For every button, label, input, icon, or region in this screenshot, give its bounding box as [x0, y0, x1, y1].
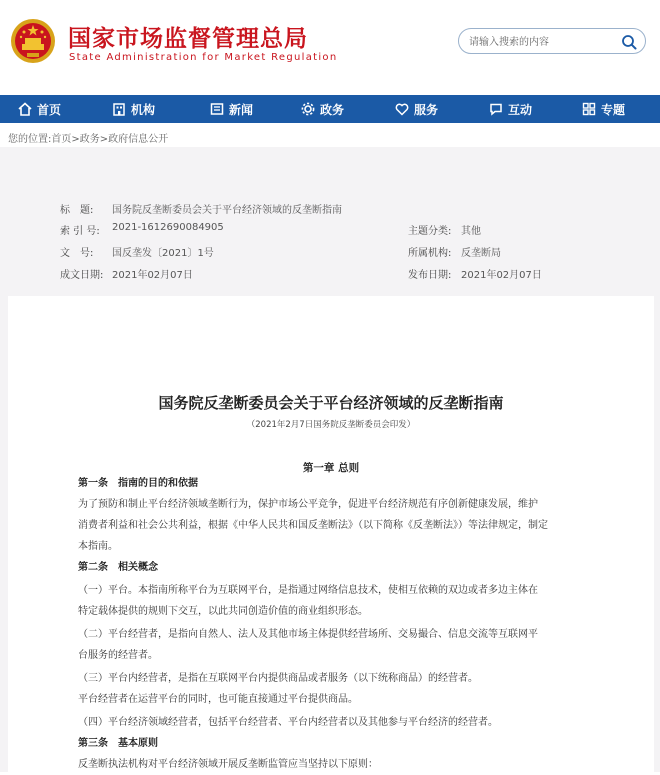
- nav-item-label: 新闻: [229, 102, 254, 117]
- info-row-dates: [60, 266, 620, 282]
- nav-item-label: 互动: [508, 102, 533, 117]
- info-label: 发布日期:: [408, 270, 452, 281]
- info-label: 主题分类:: [408, 226, 452, 237]
- breadcrumb-item-disclosure[interactable]: 政府信息公开: [108, 134, 169, 145]
- search-input[interactable]: [469, 33, 619, 51]
- article-paragraph: （三）平台内经营者，是指在互联网平台内提供商品或者服务（以下统称商品）的经营者。: [78, 673, 478, 684]
- nav-item-topics[interactable]: [582, 95, 625, 123]
- building-icon: [112, 102, 126, 116]
- nav-item-services[interactable]: [395, 95, 438, 123]
- site-subtitle: State Administration for Market Regulation: [69, 52, 338, 63]
- article-body: [8, 296, 654, 772]
- info-label: 所属机构:: [408, 248, 452, 259]
- article-paragraph: （一）平台。本指南所称平台为互联网平台，是指通过网络信息技术，使相互依赖的双边或者多边主体在: [78, 585, 538, 596]
- nav-item-government-affairs[interactable]: [301, 95, 344, 123]
- article-section-heading: 第二条 相关概念: [78, 562, 158, 573]
- home-icon: [18, 102, 32, 116]
- chapter-heading: 第一章 总则: [302, 462, 360, 474]
- breadcrumb-separator: >: [71, 134, 80, 145]
- info-label: 标 题:: [60, 205, 94, 216]
- site-header: [0, 0, 660, 95]
- info-value: 2021年02月07日: [112, 270, 193, 281]
- main-nav: [0, 95, 660, 123]
- breadcrumb-separator: >: [99, 134, 109, 145]
- info-label: 索 引 号:: [60, 226, 100, 237]
- nav-item-label: 首页: [37, 102, 62, 117]
- national-emblem-icon[interactable]: [10, 18, 56, 64]
- breadcrumb-item-affairs[interactable]: 政务: [79, 134, 100, 145]
- nav-item-label: 服务: [414, 102, 439, 117]
- grid-icon: [582, 102, 596, 116]
- article-paragraph: 特定载体提供的规则下交互，以此共同创造价值的商业组织形态。: [78, 606, 368, 617]
- article-section-heading: 第三条 基本原则: [78, 738, 158, 749]
- info-value: 2021年02月07日: [461, 270, 542, 281]
- nav-item-news[interactable]: [210, 95, 253, 123]
- nav-item-interaction[interactable]: [489, 95, 532, 123]
- article-paragraph: 本指南。: [78, 541, 118, 552]
- site-title[interactable]: 国家市场监督管理总局: [68, 26, 308, 52]
- info-row-docno: [60, 244, 620, 260]
- article-issue-note: （2021年2月7日国务院反垄断委员会印发）: [246, 420, 416, 430]
- search-box: [458, 28, 646, 54]
- service-icon: [395, 102, 409, 116]
- article-paragraph: 为了预防和制止平台经济领域垄断行为，保护市场公平竞争，促进平台经济规范有序创新健康发展，维护: [78, 499, 538, 510]
- breadcrumb-prefix: 您的位置:: [8, 134, 52, 145]
- info-value: 其他: [461, 226, 481, 237]
- article-paragraph: （四）平台经济领域经营者，包括平台经营者、平台内经营者以及其他参与平台经济的经营者。: [78, 717, 498, 728]
- nav-item-organization[interactable]: [112, 95, 155, 123]
- gear-icon: [301, 102, 315, 116]
- article-title: 国务院反垄断委员会关于平台经济领域的反垄断指南: [158, 394, 504, 412]
- search-icon[interactable]: [621, 34, 637, 50]
- nav-item-label: 机构: [131, 102, 156, 117]
- breadcrumb: [8, 130, 168, 145]
- info-label: 成文日期:: [60, 270, 104, 281]
- news-icon: [210, 102, 224, 116]
- nav-item-label: 专题: [601, 102, 626, 117]
- article-section-heading: 第一条 指南的目的和依据: [78, 478, 198, 489]
- article-paragraph: 台服务的经营者。: [78, 650, 158, 661]
- chat-icon: [489, 102, 503, 116]
- info-value: 国反垄发〔2021〕1号: [112, 248, 214, 259]
- nav-item-label: 政务: [320, 102, 345, 117]
- info-label: 文 号:: [60, 248, 94, 259]
- article-paragraph: 平台经营者在运营平台的同时，也可能直接通过平台提供商品。: [78, 694, 358, 705]
- info-row-title: [60, 201, 620, 217]
- info-value: 2021-1612690084905: [112, 222, 224, 233]
- info-row-index: [60, 222, 620, 238]
- info-value: 国务院反垄断委员会关于平台经济领域的反垄断指南: [112, 205, 342, 216]
- article-paragraph: （二）平台经营者，是指向自然人、法人及其他市场主体提供经营场所、交易撮合、信息交流等互联网平: [78, 629, 538, 640]
- nav-item-home[interactable]: [18, 95, 61, 123]
- breadcrumb-item-home[interactable]: 首页: [51, 134, 72, 145]
- article-paragraph: 反垄断执法机构对平台经济领域开展反垄断监管应当坚持以下原则：: [78, 759, 378, 770]
- article-paragraph: 消费者利益和社会公共利益，根据《中华人民共和国反垄断法》（以下简称《反垄断法》）等法律规定，制定: [78, 520, 548, 531]
- info-value: 反垄断局: [461, 248, 501, 259]
